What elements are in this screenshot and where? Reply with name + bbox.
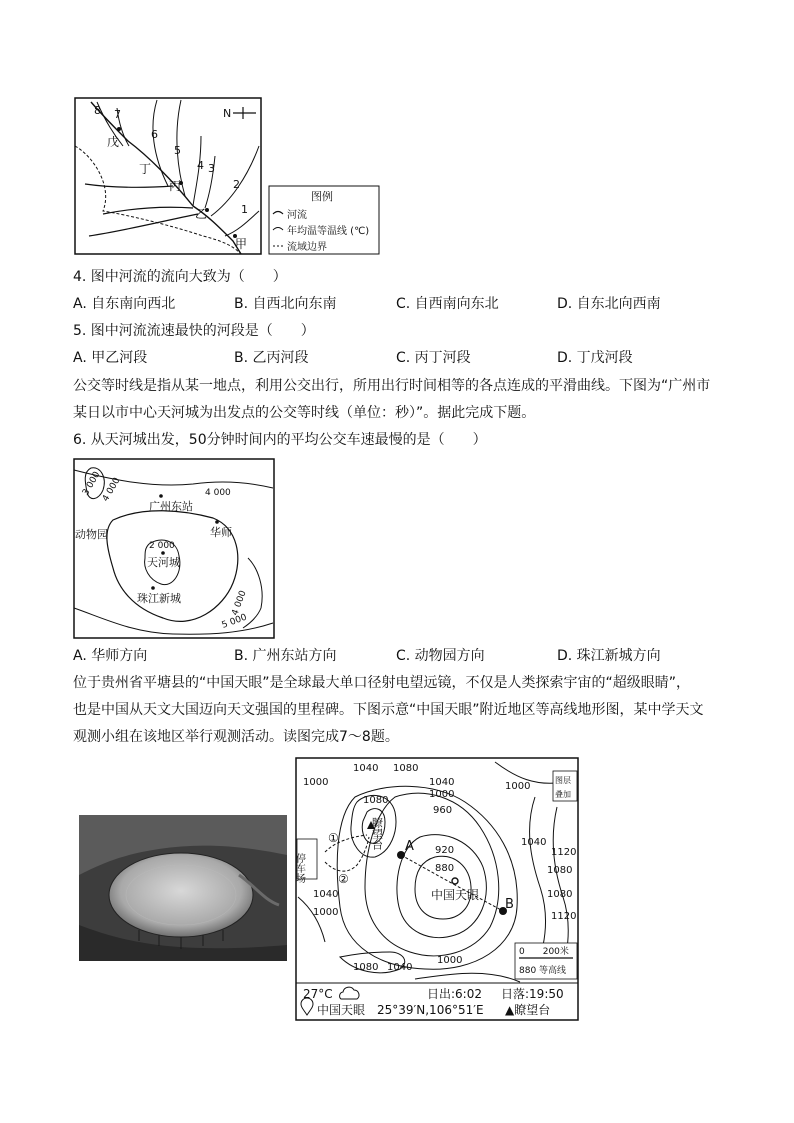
isotherm-6 [153, 100, 168, 186]
point-a-label: A [405, 839, 414, 854]
scale-bar [515, 943, 577, 979]
intro-7-line-2: 也是中国从天文大国迈向天文强国的里程碑。下图示意“中国天眼”附近地区等高线地形图，某中学天文 [73, 702, 704, 718]
contour-label: 1040 [521, 837, 547, 848]
place-ding: 丁 [139, 162, 152, 176]
q6-option-c[interactable]: C. 动物园方向 [396, 648, 485, 664]
temperature-text: 27°C [303, 987, 333, 1001]
intro-6-line-2: 某日以市中心天河城为出发点的公交等时线（单位：秒）”。据此完成下题。 [73, 405, 536, 421]
place-huashi: 华师 [210, 526, 232, 539]
place-jia: 甲 [235, 237, 248, 251]
contour-label: 1080 [363, 795, 389, 806]
river-basin-map [73, 96, 383, 258]
question-6-stem: 6. 从天河城出发，50分钟时间内的平均公交车速最慢的是（ ） [73, 432, 487, 448]
contour-label: 1040 [313, 889, 339, 900]
legend-boundary: 流域边界 [287, 242, 327, 253]
contour-label: 1000 [303, 777, 329, 788]
contour-label: 880 [435, 863, 455, 874]
contour-label: 920 [435, 845, 455, 856]
contour-label: 1080 [547, 889, 573, 900]
layers-label: 图层 [555, 776, 571, 785]
place-guangzhou-east: 广州东站 [149, 500, 193, 513]
q4-option-d[interactable]: D. 自东北向西南 [557, 296, 661, 312]
contour-label: 1080 [547, 865, 573, 876]
contour-label: 1000 [313, 907, 339, 918]
north-label: N [223, 107, 232, 120]
tributary [89, 214, 198, 236]
contour-label: 1080 [353, 962, 379, 973]
q5-option-c[interactable]: C. 丙丁河段 [396, 350, 471, 366]
contour-label: 960 [433, 805, 453, 816]
contour-label: 1080 [393, 763, 419, 774]
lookout-legend: ▲瞭望台 [505, 1003, 551, 1017]
sunrise-text: 日出:6:02 [427, 987, 482, 1001]
isotherm-label: 3 [208, 162, 215, 175]
fast-telescope-photo [79, 815, 287, 961]
q6-option-d[interactable]: D. 珠江新城方向 [557, 648, 661, 664]
map-legend [269, 186, 379, 254]
scale-text: 0 200米 [519, 947, 569, 957]
q4-option-b[interactable]: B. 自西北向东南 [234, 296, 337, 312]
isotherm-label: 7 [114, 108, 121, 121]
isoline-label: 4 000 [205, 488, 231, 498]
isotherm-label: 1 [241, 203, 248, 216]
isotherm-label: 4 [197, 159, 204, 172]
q6-option-b[interactable]: B. 广州东站方向 [234, 648, 337, 664]
intro-6-line-1: 公交等时线是指从某一地点，利用公交出行，所用出行时间相等的各点连成的平滑曲线。下图为“广州市 [73, 378, 711, 394]
isotherm-label: 6 [151, 128, 158, 141]
sunset-text: 日落:19:50 [501, 987, 564, 1001]
tianyan-contour-map [295, 757, 580, 1021]
location-text: 中国天眼 25°39′N,106°51′E [317, 1003, 484, 1017]
contour-label: 1000 [437, 955, 463, 966]
isoline-label: 3 000 [80, 470, 103, 498]
route-2-label: ② [338, 872, 349, 886]
isotherm-label: 8 [94, 104, 101, 117]
parking-label: 停车场 [293, 853, 305, 883]
place-wu: 戊 [107, 135, 120, 149]
north-arrow-icon [223, 107, 256, 120]
q4-option-a[interactable]: A. 自东南向西北 [73, 296, 176, 312]
question-5-stem: 5. 图中河流流速最快的河段是（ ） [73, 323, 315, 339]
contour-label: 1000 [505, 781, 531, 792]
contour-label: 1120 [551, 911, 577, 922]
contour-label: 1040 [429, 777, 455, 788]
q6-option-a[interactable]: A. 华师方向 [73, 648, 148, 664]
q4-option-c[interactable]: C. 自西南向东北 [396, 296, 499, 312]
legend-title: 图例 [311, 190, 333, 203]
place-zoo: 动物园 [75, 528, 108, 541]
isoline-label: 2 000 [149, 541, 175, 551]
isotherm-label: 5 [174, 144, 181, 157]
contour-label: 1000 [429, 789, 455, 800]
contour-label: 1120 [551, 847, 577, 858]
place-zhujiang-newtown: 珠江新城 [137, 592, 181, 605]
isochrone-map [73, 458, 275, 640]
q5-option-a[interactable]: A. 甲乙河段 [73, 350, 148, 366]
place-bing: 丙 [169, 179, 182, 193]
tributary [85, 184, 173, 187]
place-yi: 乙 [195, 207, 208, 221]
isoline-label: 4 000 [100, 476, 123, 504]
legend-isotherm: 年均温等温线 (℃) [287, 226, 370, 237]
center-label: 中国天眼 [431, 888, 480, 902]
q5-option-d[interactable]: D. 丁戊河段 [557, 350, 633, 366]
point-a-marker [397, 851, 405, 859]
layers-button[interactable] [553, 771, 577, 801]
overlay-label: 叠加 [555, 790, 571, 799]
question-4-stem: 4. 图中河流的流向大致为（ ） [73, 269, 287, 285]
contour-label: 1040 [353, 763, 379, 774]
contour-label: 1040 [387, 962, 413, 973]
isoline-label: 5 000 [220, 612, 249, 631]
intro-7-line-3: 观测小组在该地区举行观测活动。读图完成7～8题。 [73, 729, 399, 745]
legend-river: 河流 [287, 210, 307, 221]
lookout-label: 瞭望台 [370, 817, 384, 850]
contour-legend: 880 等高线 [519, 966, 567, 976]
point-b-label: B [505, 897, 514, 912]
route-1-label: ① [328, 831, 339, 845]
isoline-label: 4 000 [230, 589, 249, 618]
tributary [103, 207, 193, 214]
isotherm-label: 2 [233, 178, 240, 191]
q5-option-b[interactable]: B. 乙丙河段 [234, 350, 309, 366]
place-tianhe-city: 天河城 [147, 556, 180, 569]
intro-7-line-1: 位于贵州省平塘县的“中国天眼”是全球最大单口径射电望远镜，不仅是人类探索宇宙的“超级眼睛”， [73, 675, 691, 691]
